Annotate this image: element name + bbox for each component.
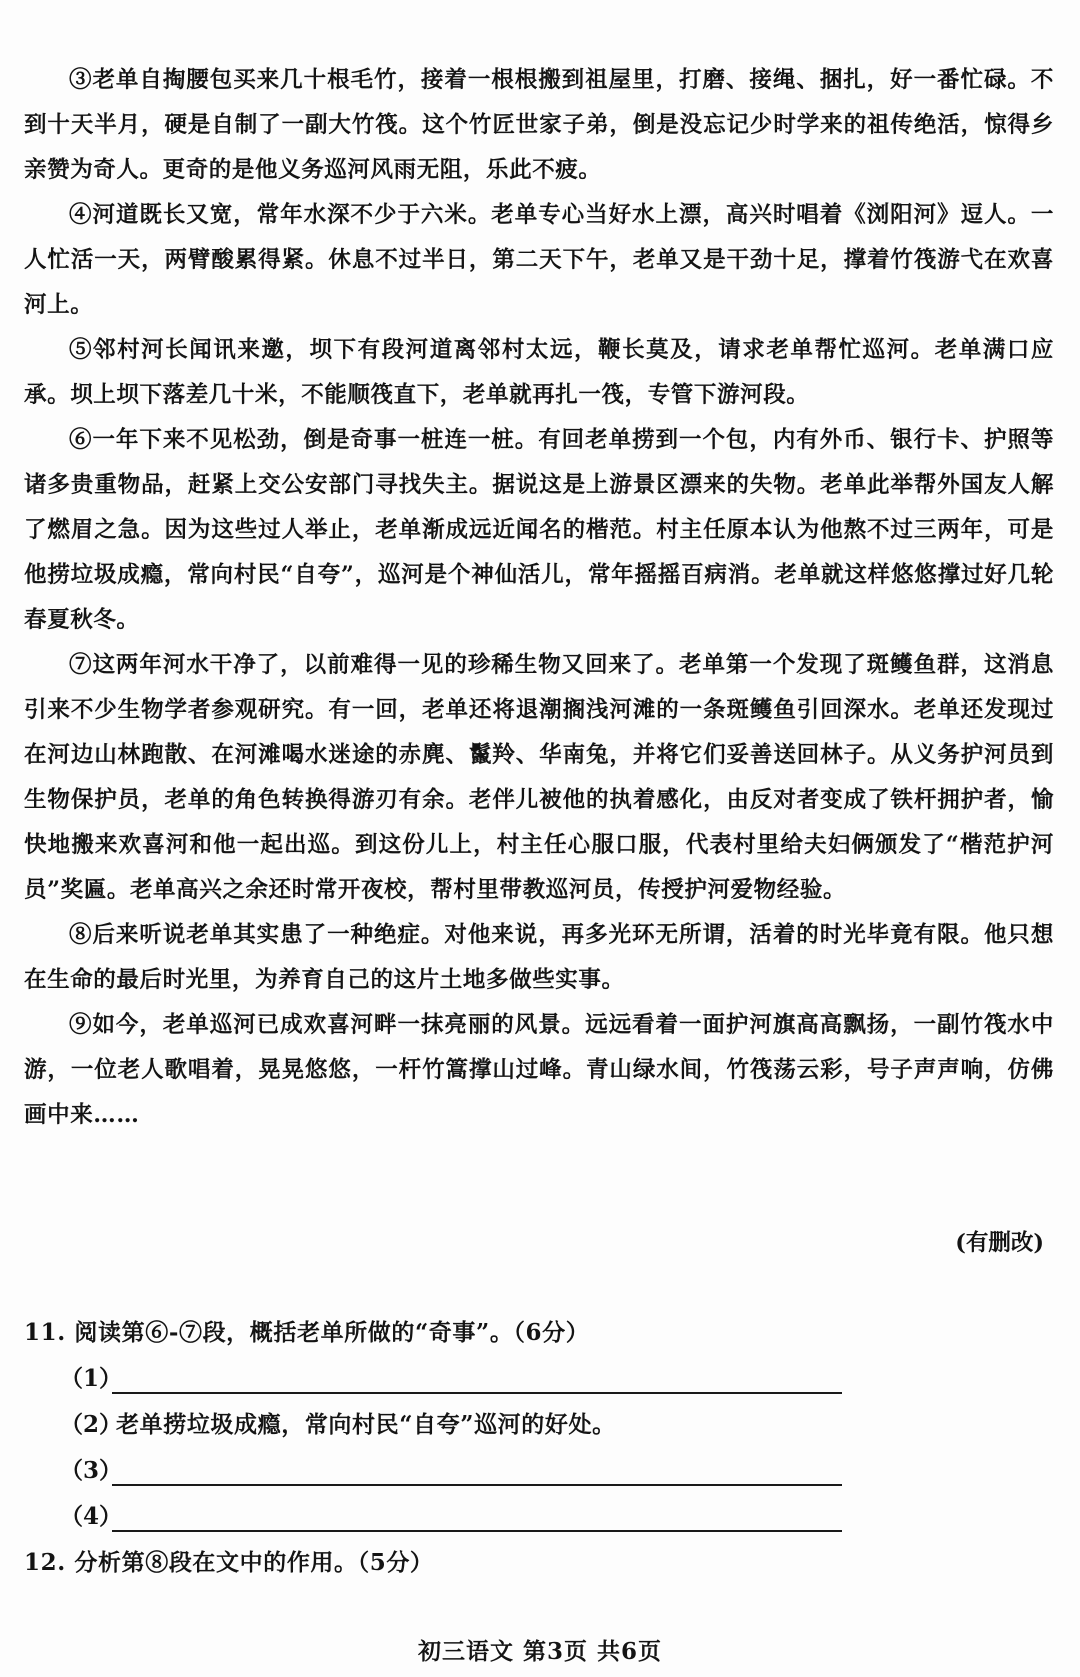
answer-blank	[112, 1484, 842, 1486]
questions-section	[24, 1310, 1054, 1586]
paragraph-8: ⑧后来听说老单其实患了一种绝症。对他来说，再多光环无所谓，活着的时光毕竟有限。他只想在生命的最后时光里，为养育自己的这片土地多做些实事。	[24, 922, 1054, 993]
answer-blank	[112, 1392, 842, 1394]
page-footer: 初三语文 第3页 共6页	[417, 1638, 663, 1665]
paragraph-7: ⑦这两年河水干净了，以前难得一见的珍稀生物又回来了。老单第一个发现了斑鳠鱼群，这消息引来不少生物学者参观研究。有一回，老单还将退潮搁浅河滩的一条斑鳠鱼引回深水。老单还发现过在河边山林跑散、在河滩喝水迷途的赤麂、鬣羚、华南兔，并将它们妥善送回林子。从义务护河员到生物保护员，老单的角色转换得游刃有余。老伴儿被他的执着感化，由反对者变成了铁杆拥护者，愉快地搬来欢喜河和他一起出巡。到这份儿上，村主任心服口服，代表村里给夫妇俩颁发了“楷范护河员”奖匾。老单高兴之余还时常开夜校，帮村里带教巡河员，传授护河爱物经验。	[24, 652, 1054, 903]
answer-number: （4）	[60, 1503, 123, 1530]
answer-text: 老单捞垃圾成瘾，常向村民“自夸”巡河的好处。	[116, 1411, 616, 1438]
paragraph-9: ⑨如今，老单巡河已成欢喜河畔一抹亮丽的风景。远远看着一面护河旗高高飘扬，一副竹筏水中游，一位老人歌唱着，晃晃悠悠，一杆竹篙撑山过峰。青山绿水间，竹筏荡云彩，号子声声响，仿佛画中来……	[24, 1012, 1054, 1128]
question-11-stem: 11. 阅读第⑥-⑦段，概括老单所做的“奇事”。（6分）	[24, 1319, 590, 1346]
answer-line-2	[24, 1402, 1054, 1448]
answer-number: （2）	[60, 1411, 123, 1438]
answer-number: （1）	[60, 1365, 123, 1392]
paragraph-6: ⑥一年下来不见松劲，倒是奇事一桩连一桩。有回老单捞到一个包，内有外币、银行卡、护照等诸多贵重物品，赶紧上交公安部门寻找失主。据说这是上游景区漂来的失物。老单此举帮外国友人解了燃眉之急。因为这些过人举止，老单渐成远近闻名的楷范。村主任原本认为他熬不过三两年，可是他捞垃圾成瘾，常向村民“自夸”，巡河是个神仙活儿，常年摇摇百病消。老单就这样悠悠撑过好几轮春夏秋冬。	[24, 427, 1054, 633]
source-note: (有删改)	[955, 1230, 1044, 1256]
paragraph-4: ④河道既长又宽，常年水深不少于六米。老单专心当好水上漂，高兴时唱着《浏阳河》逗人。一人忙活一天，两臂酸累得紧。休息不过半日，第二天下午，老单又是干劲十足，撑着竹筏游弋在欢喜河上。	[24, 202, 1054, 318]
answer-number: （3）	[60, 1457, 123, 1484]
answer-line-3[interactable]	[24, 1448, 1054, 1494]
answer-line-4[interactable]	[24, 1494, 1054, 1540]
reading-passage	[24, 58, 1054, 1138]
answer-line-1[interactable]	[24, 1356, 1054, 1402]
paragraph-3: ③老单自掏腰包买来几十根毛竹，接着一根根搬到祖屋里，打磨、接绳、捆扎，好一番忙碌。不到十天半月，硬是自制了一副大竹筏。这个竹匠世家子弟，倒是没忘记少时学来的祖传绝活，惊得乡亲赞为奇人。更奇的是他义务巡河风雨无阻，乐此不疲。	[24, 67, 1054, 183]
paragraph-5: ⑤邻村河长闻讯来邀，坝下有段河道离邻村太远，鞭长莫及，请求老单帮忙巡河。老单满口应承。坝上坝下落差几十米，不能顺筏直下，老单就再扎一筏，专管下游河段。	[24, 337, 1054, 408]
question-12-stem: 12. 分析第⑧段在文中的作用。（5分）	[24, 1549, 434, 1576]
answer-blank	[112, 1530, 842, 1532]
